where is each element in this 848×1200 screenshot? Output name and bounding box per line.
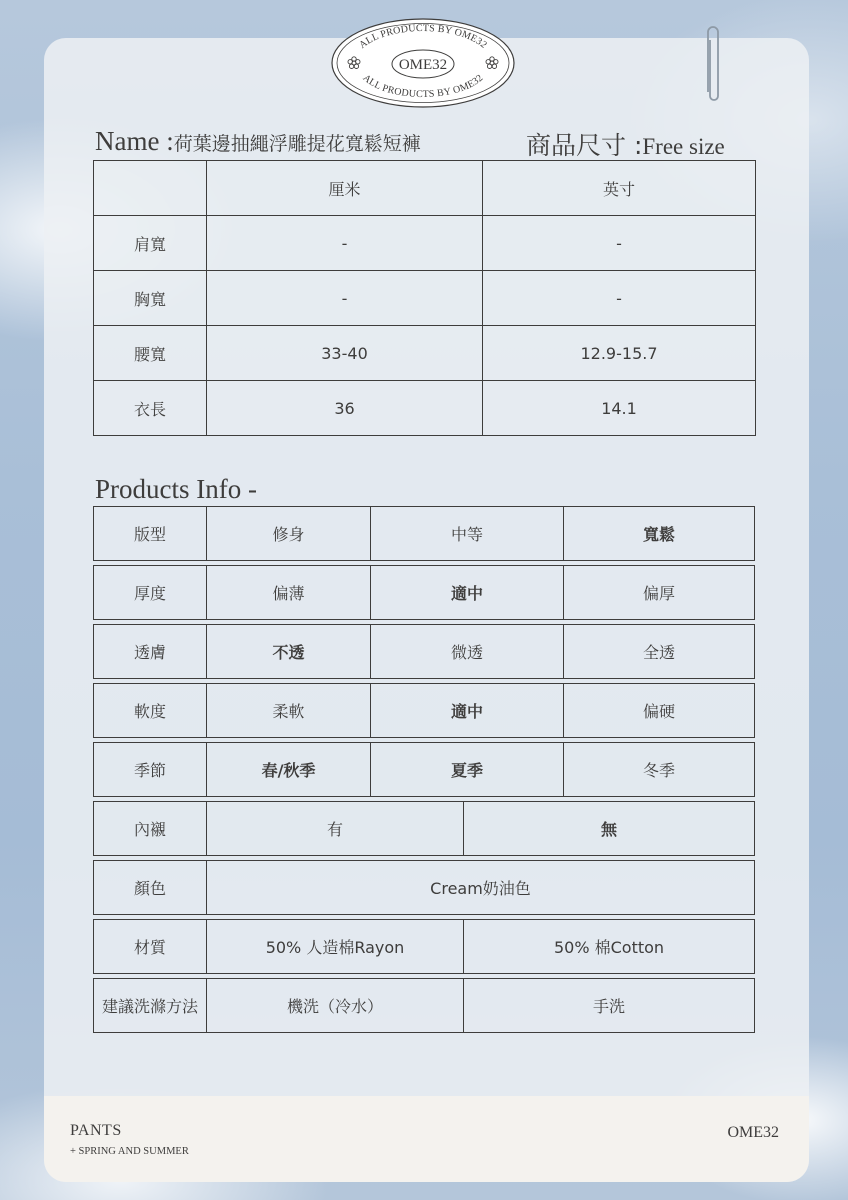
info-option-selected: 適中 [370,566,563,619]
size-label: 商品尺寸 : [526,131,643,160]
info-option-selected: 不透 [206,625,370,678]
info-row-thickness [93,565,755,620]
table-row [94,326,756,381]
footer-category: PANTS [70,1122,122,1139]
info-option-selected: 適中 [370,684,563,737]
name-label: Name : [95,126,174,156]
size-row-cm: - [207,216,483,271]
info-row-label: 材質 [133,938,166,957]
brand-logo [329,16,517,110]
info-option: 手洗 [463,979,754,1032]
product-name-heading [95,126,421,157]
info-row-season [93,742,755,797]
size-row-inch: - [483,271,756,326]
size-table [93,160,756,436]
info-row-label: 軟度 [133,702,166,721]
size-row-cm: 36 [207,381,483,436]
info-row-transparency [93,624,755,679]
size-row-label: 腰寬 [94,326,207,381]
logo-center-text: OME32 [398,57,448,73]
info-option: 50% 人造棉Rayon [206,920,463,973]
info-option: 微透 [370,625,563,678]
info-row-label: 季節 [133,761,166,780]
size-row-label: 胸寬 [94,271,207,326]
size-value: Free size [642,134,725,159]
size-row-inch: - [483,216,756,271]
size-row-cm: 33-40 [207,326,483,381]
info-option-selected: 夏季 [370,743,563,796]
info-option-selected: 無 [463,802,754,855]
paperclip-icon [704,22,722,102]
info-option: Cream奶油色 [206,861,754,914]
info-option: 冬季 [563,743,754,796]
info-option: 機洗（冷水） [206,979,463,1032]
size-row-inch: 12.9-15.7 [483,326,756,381]
info-option: 有 [206,802,463,855]
size-row-label: 衣長 [94,381,207,436]
footer [44,1096,809,1182]
products-info-title [95,474,257,505]
size-row-inch: 14.1 [483,381,756,436]
product-name: 荷葉邊抽繩浮雕提花寬鬆短褲 [173,133,421,155]
table-row [94,216,756,271]
info-option: 柔軟 [206,684,370,737]
info-row-label: 建議洗滌方法 [101,997,198,1016]
info-option-selected: 春/秋季 [206,743,370,796]
info-row-label: 厚度 [133,584,166,603]
info-row-label: 顏色 [133,879,166,898]
size-header-empty [94,161,207,216]
info-option: 修身 [206,507,370,560]
products-info-label: Products Info - [95,474,257,504]
info-option-selected: 寬鬆 [563,507,754,560]
info-row-color [93,860,755,915]
info-row-label: 內襯 [133,820,166,839]
info-option: 偏厚 [563,566,754,619]
info-option: 中等 [370,507,563,560]
table-row [94,381,756,436]
info-row-material [93,919,755,974]
table-row [94,271,756,326]
logo-top-text: ALL PRODUCTS BY OME32 [357,22,489,51]
info-row-label: 透膚 [133,643,166,662]
info-option: 偏硬 [563,684,754,737]
info-row-softness [93,683,755,738]
size-header-cm: 厘米 [207,161,483,216]
size-row-cm: - [207,271,483,326]
info-row-washing [93,978,755,1033]
footer-brand: OME32 [727,1124,779,1141]
info-row-lining [93,801,755,856]
size-row-label: 肩寬 [94,216,207,271]
size-table-header [94,161,756,216]
footer-season: + SPRING AND SUMMER [70,1146,189,1157]
info-row-label: 版型 [133,525,166,544]
info-option: 50% 棉Cotton [463,920,754,973]
product-size-heading [526,126,725,162]
info-option: 全透 [563,625,754,678]
info-row-fit [93,506,755,561]
logo-bottom-text: ALL PRODUCTS BY OME32 [360,72,486,101]
info-option: 偏薄 [206,566,370,619]
size-header-inch: 英寸 [483,161,756,216]
